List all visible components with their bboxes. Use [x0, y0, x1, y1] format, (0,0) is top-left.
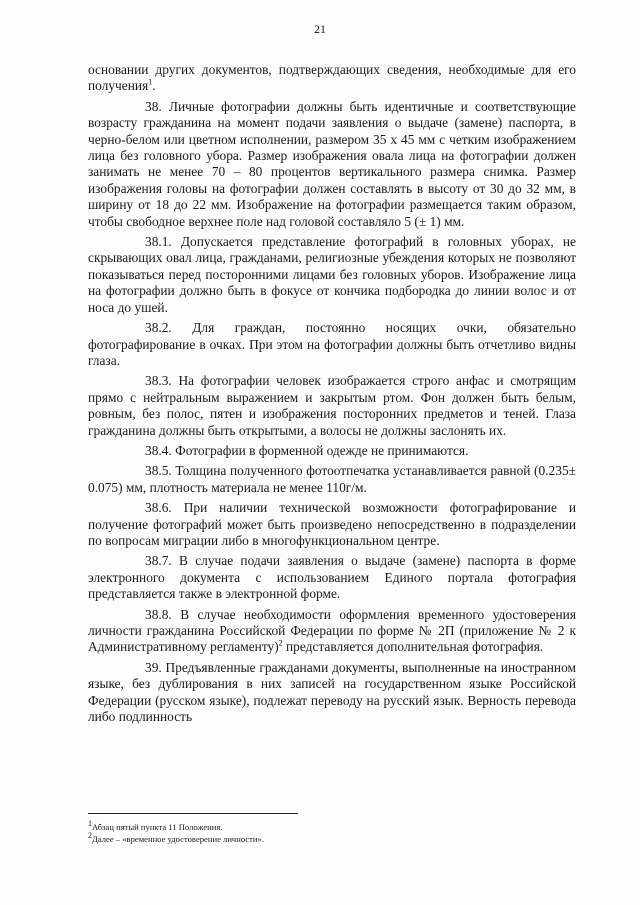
paragraph-38-6: 38.6. При наличии технической возможности фотографирование и получение фотографий может быть произведено непосредственно в подразделении по вопросам миграции либо в многофункциональном центре. [88, 500, 576, 548]
paragraph-38-8: 38.8. В случае необходимости оформления временного удостоверения личности гражданина Российской Федерации по форме № 2П (приложение № 2 к Административному регламенту)$^2$ представляется дополнительная фотография. [88, 606, 576, 655]
footnote-separator [88, 813, 298, 814]
footnote-ref-2: 2 [278, 638, 283, 648]
paragraph-continuation: основании других документов, подтверждающих сведения, необходимые для его получения$^1$. [88, 62, 576, 94]
paragraph-38-3: 38.3. На фотографии человек изображается строго анфас и смотрящим прямо с нейтральным выражением и закрытым ртом. Фон должен быть белым, ровным, без полос, пятен и изображения посторонних предметов и теней. Глаза гражданина должны быть открытыми, а волосы не должны заслонять их. [88, 373, 576, 438]
paragraph-38-5: 38.5. Толщина полученного фотоотпечатка устанавливается равной (0.235± 0.075) мм, плотность материала не менее 110г/м. [88, 463, 576, 495]
paragraph-38-7: 38.7. В случае подачи заявления о выдаче (замене) паспорта в форме электронного документа с использованием Единого портала фотография представляется также в электронной форме. [88, 553, 576, 602]
paragraph-38: 38. Личные фотографии должны быть идентичные и соответствующие возрасту гражданина на момент подачи заявления о выдаче (замене) паспорта, в черно-белом или цветном исполнении, размером 35 х 45 мм с четким изображением лица без головного убора. Размер изображения овала лица на фотографии должен занимать не менее 70 – 80 процентов вертикального размера снимка. Размер изображения головы на фотографии должен составлять в высоту от 30 до 32 мм, в ширину от 18 до 22 мм. Изображение на фотографии размещается таким образом, чтобы свободное верхнее поле над головой составляло 5 (± 1) мм. [88, 98, 576, 229]
paragraph-39: 39. Предъявленные гражданами документы, выполненные на иностранном языке, без дублирования в них записей на государственном языке Российской Федерации (русском языке), подлежат переводу на русский язык. Верность перевода либо подлинность [88, 659, 576, 725]
footnote-1: $^1$Абзац пятый пункта 11 Положения. [88, 819, 223, 832]
page-number: 21 [314, 22, 326, 36]
footnote-ref-1: 1 [148, 77, 153, 87]
paragraph-38-4: 38.4. Фотографии в форменной одежде не принимаются. [145, 442, 469, 458]
paragraph-38-2: 38.2. Для граждан, постоянно носящих очки, обязательно фотографирование в очках. При этом на фотографии должны быть отчетливо видны глаза. [88, 320, 576, 368]
paragraph-38-1: 38.1. Допускается представление фотографий в головных уборах, не скрывающих овал лица, гражданами, религиозные убеждения которых не позволяют показываться перед посторонними лицами без головных уборов. Изображение лица на фотографии должно быть в фокусе от кончика подбородка до линии волос и от носа до ушей. [88, 234, 576, 315]
document-body [88, 62, 576, 725]
footnote-2: $^2$Далее – «временное удостоверение личности». [88, 831, 264, 844]
